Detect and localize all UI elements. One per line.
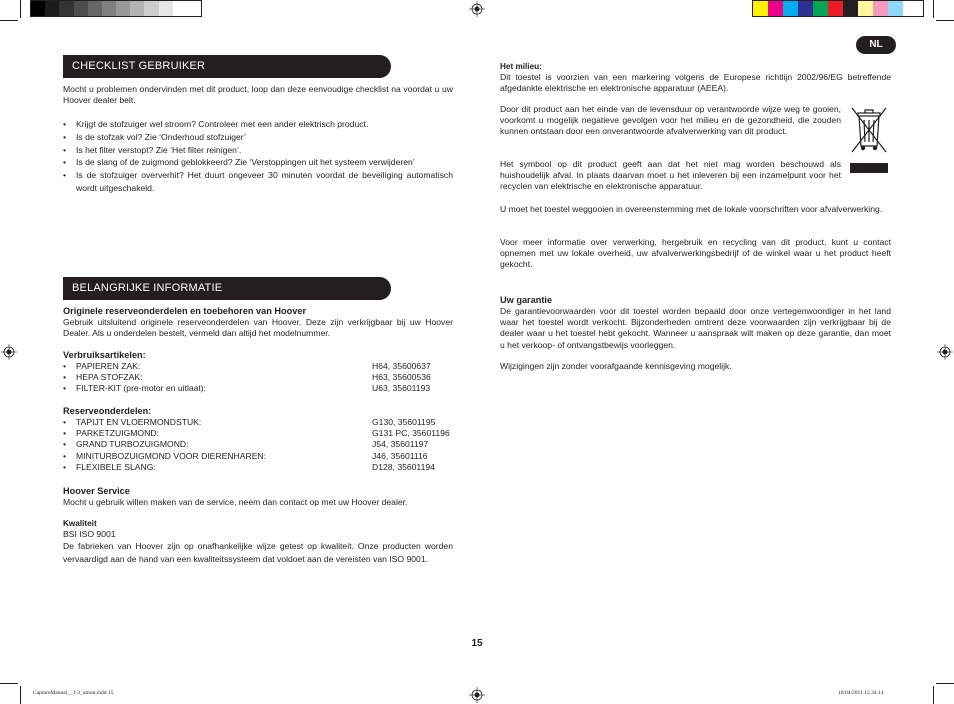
footer-timestamp: 18/04/2011 12.34.14	[838, 690, 884, 696]
color-swatch	[873, 1, 888, 16]
registration-mark-icon	[937, 344, 953, 360]
service-section	[63, 485, 453, 508]
color-swatch	[102, 1, 116, 16]
color-swatch	[159, 1, 173, 16]
checklist-heading: CHECKLIST GEBRUIKER	[63, 55, 391, 78]
color-swatch	[88, 1, 102, 16]
list-item: • Is het filter verstopt? Zie ‘Het filter reinigen’.	[63, 144, 453, 157]
color-swatch	[813, 1, 828, 16]
color-swatch	[768, 1, 783, 16]
list-item: • MINITURBOZUIGMOND VOOR DIERENHAREN: J46, 35601116	[63, 451, 453, 462]
color-swatch	[187, 1, 201, 16]
parts-section	[63, 305, 453, 339]
color-swatch	[858, 1, 873, 16]
color-swatch	[31, 1, 45, 16]
page-number: 15	[471, 638, 483, 649]
registration-mark-icon	[469, 1, 485, 17]
color-swatch	[843, 1, 858, 16]
crop-mark	[0, 20, 18, 21]
color-swatch	[903, 1, 918, 16]
guarantee-section	[500, 294, 891, 351]
color-swatch	[74, 1, 88, 16]
weee-bin-icon	[849, 104, 889, 174]
list-item: • Is de stofzak vol? Zie ‘Onderhoud stofzuiger’	[63, 131, 453, 144]
list-item: • Is de slang of de zuigmond geblokkeerd? Zie ‘Verstoppingen uit het systeem verwijderen’	[63, 156, 453, 169]
changes-notice: Wijzigingen zijn zonder voorafgaande kennisgeving mogelijk.	[500, 361, 732, 371]
consumables-title: Verbruiksartikelen:	[63, 350, 146, 360]
checklist-list	[63, 118, 453, 195]
cmyk-color-bar	[752, 0, 924, 17]
consumables-list	[63, 361, 453, 395]
list-item: • PAPIEREN ZAK: H64, 35600637	[63, 361, 453, 372]
crop-mark	[20, 686, 21, 704]
environment-title: Het milieu:	[500, 62, 542, 71]
registration-mark-icon	[469, 687, 485, 703]
guarantee-text: De garantievoorwaarden voor dit toestel worden bepaald door onze vertegenwoordiger in het land waar het toestel wordt verkocht. Bijzonderheden omtrent deze voorwaarden zijn verkrijgbaar bij de dealer waar u het toestel hebt gekocht. Wanneer u aanspraak wilt maken op deze garantie, dan moet u het verkoop- of ontvangstbewijs voorleggen.	[500, 306, 891, 350]
crop-mark	[0, 683, 18, 684]
color-swatch	[130, 1, 144, 16]
guarantee-title: Uw garantie	[500, 295, 553, 305]
color-swatch	[144, 1, 158, 16]
environment-para-5: Voor meer informatie over verwerking, hergebruik en recycling van dit product, kunt u contact opnemen met uw lokale overheid, uw afvalverwerkingsbedrijf of de winkel waar u het product heeft gekocht.	[500, 237, 891, 270]
list-item: • GRAND TURBOZUIGMOND: J54, 35601197	[63, 439, 453, 450]
parts-text: Gebruik uitsluitend originele reserveonderdelen van Hoover. Deze zijn verkrijgbaar bij uw Hoover Dealer. Als u onderdelen bestelt, vermeld dan altijd het modelnummer.	[63, 317, 453, 339]
crop-mark	[936, 20, 954, 21]
list-item: • HEPA STOFZAK: H63, 35600536	[63, 372, 453, 383]
spares-list	[63, 417, 453, 473]
service-text: Mocht u gebruik willen maken van de service, neem dan contact op met uw Hoover dealer.	[63, 497, 408, 507]
environment-para-4: U moet het toestel weggooien in overeenstemming met de lokale voorschriften voor afvalverwerking.	[500, 204, 883, 214]
info-heading: BELANGRIJKE INFORMATIE	[63, 277, 391, 300]
service-title: Hoover Service	[63, 486, 130, 496]
list-item: • Is de stofzuiger oververhit? Het duurt ongeveer 30 minuten voordat de beveiliging automatisch wordt uitgeschakeld.	[63, 169, 453, 195]
color-swatch	[45, 1, 59, 16]
quality-title: Kwaliteit	[63, 519, 97, 528]
registration-mark-icon	[1, 344, 17, 360]
color-swatch	[59, 1, 73, 16]
list-item: • TAPIJT EN VLOERMONDSTUK: G130, 35601195	[63, 417, 453, 428]
environment-para-1: Dit toestel is voorzien van een markering volgens de Europese richtlijn 2002/96/EG betreffende afgedankte elektrische en elektronische apparatuur (AEEA).	[500, 72, 891, 94]
grayscale-color-bar	[30, 0, 202, 17]
color-swatch	[828, 1, 843, 16]
environment-section	[500, 62, 891, 94]
quality-section	[63, 518, 453, 565]
crop-mark	[933, 686, 934, 704]
color-swatch	[888, 1, 903, 16]
color-swatch	[798, 1, 813, 16]
spares-section	[63, 405, 453, 473]
crop-mark	[933, 0, 934, 18]
environment-para-2: Door dit product aan het einde van de levensduur op verantwoorde wijze weg te gooien, voorkomt u mogelijk negatieve gevolgen voor het milieu en de gezondheid, die zouden kunnen ontstaan door een onverantwoorde afvalverwerking van dit product.	[500, 104, 841, 137]
color-swatch	[753, 1, 768, 16]
color-swatch	[783, 1, 798, 16]
language-badge: NL	[856, 36, 896, 54]
footer-filename: CaptureManual__1-3_union.indd 15	[33, 690, 114, 696]
crop-mark	[936, 683, 954, 684]
color-swatch	[116, 1, 130, 16]
list-item: • Krijgt de stofzuiger wel stroom? Controleer met een ander elektrisch product.	[63, 118, 453, 131]
consumables-section	[63, 349, 453, 395]
list-item: • PARKETZUIGMOND: G131 PC, 35601196	[63, 428, 453, 439]
checklist-intro: Mocht u problemen ondervinden met dit product, loop dan deze eenvoudige checklist na voordat u uw Hoover dealer belt.	[63, 84, 453, 106]
list-item: • FLEXIBELE SLANG: D128, 35601194	[63, 462, 453, 473]
quality-iso: BSI ISO 9001	[63, 529, 116, 539]
environment-para-3: Het symbool op dit product geeft aan dat het niet mag worden beschouwd als huishoudelijk afval. In plaats daarvan moet u het inleveren bij een inzamelpunt voor het recyclen van elektrische en elektronische apparatuur.	[500, 159, 841, 192]
quality-text: De fabrieken van Hoover zijn op onafhankelijke wijze getest op kwaliteit. Onze producten worden vervaardigd aan de hand van een kwaliteitssysteem dat voldoet aan de vereisten van ISO 9001.	[63, 541, 453, 564]
crop-mark	[20, 0, 21, 18]
color-swatch	[173, 1, 187, 16]
list-item: • FILTER-KIT (pre-motor en uitlaat): U63, 35601193	[63, 383, 453, 394]
parts-title: Originele reserveonderdelen en toebehoren van Hoover	[63, 306, 307, 316]
spares-title: Reserveonderdelen:	[63, 406, 152, 416]
